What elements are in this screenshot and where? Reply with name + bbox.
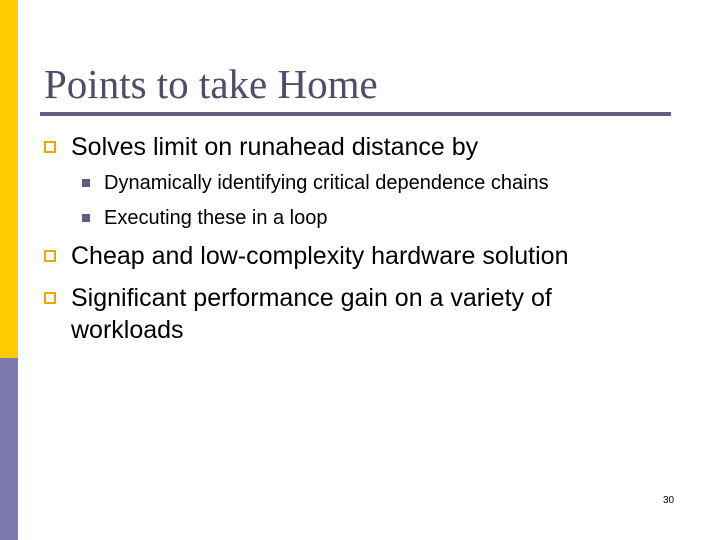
filled-square-bullet-icon xyxy=(82,214,90,222)
filled-square-bullet-icon xyxy=(82,179,90,187)
sub-bullet-item xyxy=(104,205,684,231)
bullet-text: Cheap and low-complexity hardware solution xyxy=(71,242,569,270)
square-bullet-icon xyxy=(44,292,56,304)
slide-title: Points to take Home xyxy=(44,61,378,107)
bullet-item xyxy=(71,131,671,163)
sub-bullet-text: Dynamically identifying critical dependence chains xyxy=(104,172,549,194)
bullet-item xyxy=(71,240,671,272)
bullet-text: Solves limit on runahead distance by xyxy=(71,133,479,161)
square-bullet-icon xyxy=(44,141,56,153)
sub-bullet-text: Executing these in a loop xyxy=(104,207,328,229)
bullet-text: Significant performance gain on a variety of workloads xyxy=(71,284,552,344)
page-number: 30 xyxy=(663,495,675,506)
sub-bullet-item xyxy=(104,170,684,196)
bullet-item xyxy=(71,282,631,346)
square-bullet-icon xyxy=(44,250,56,262)
